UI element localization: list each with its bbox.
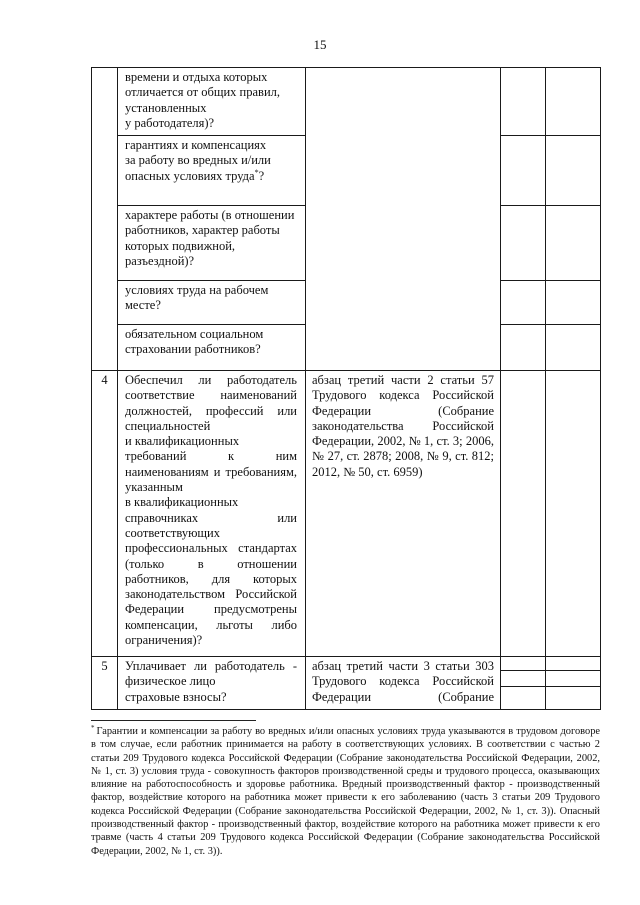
text-line: условиях труда на рабочем [125, 283, 269, 297]
subquestion [118, 281, 305, 325]
reference-cell [306, 68, 501, 371]
question-cell [118, 657, 306, 710]
text-line: страховые взносы? [125, 689, 227, 704]
text-line: указанным [125, 480, 183, 495]
table-row [92, 657, 601, 710]
text-line: профессиональных стандартах [125, 541, 297, 556]
text-line: Обеспечил ли работодатель [125, 373, 297, 387]
footnote-text: Гарантии и компенсации за работу во вредных и/или опасных условиях труда указываются в трудовом договоре в том случае, если работник принимается на работу в соответствующих условиях. В соответствии с частью 2 статьи 209 Трудового кодекса Российской Федерации (Собрание законодательства Российской Федерации, 2002, № 1, ст. 3) условия труда - совокупность факторов производственной среды и трудового процесса, оказывающих влияние на работоспособность и здоровье работника. Вредный производственный фактор - производственный фактор, воздействие которого на работника может привести к его заболеванию (часть 3 статьи 209 Трудового кодекса Российской Федерации (Собрание законодательства Российской Федерации, 2002, № 1, ст. 3)). Опасный производственный фактор - производственный фактор, воздействие которого на работника может привести к его травме (часть 4 статьи 209 Трудового кодекса Российской Федерации (Собрание законодательства Российской Федерации, 2002, № 1, ст. 3)). [91, 726, 600, 857]
answer-cell[interactable] [501, 371, 546, 657]
table-row [92, 371, 601, 657]
legal-reference: абзац третий части 3 статьи 303 Трудового кодекса Российской Федерации (Собрание [312, 659, 494, 704]
text-line: соответствующих [125, 525, 220, 540]
answer-cell[interactable] [546, 657, 601, 710]
text-line: компенсации, льготы либо [125, 617, 297, 632]
text-line: Уплачивает ли работодатель - [125, 659, 297, 673]
subquestion-list [118, 68, 305, 370]
row-number-cell [92, 68, 118, 371]
answer-cell[interactable] [501, 657, 546, 710]
answer-cell[interactable] [501, 68, 546, 371]
question-text [118, 657, 305, 707]
footnote-mark: * [91, 723, 95, 732]
footnote [91, 725, 600, 858]
text-fragment: ? [258, 168, 265, 183]
text-line: законодательством Российской [125, 587, 297, 602]
text-line: должностей, профессий или [125, 403, 297, 418]
subquestion [118, 325, 305, 370]
row-number: 5 [101, 659, 108, 673]
question-cell [118, 68, 306, 371]
text-line: справочниках или [125, 510, 297, 525]
text-line: соответствие наименований [125, 388, 297, 403]
row-number: 4 [101, 373, 108, 387]
text-line: в квалификационных [125, 495, 239, 510]
text-line: которых подвижной, [125, 238, 236, 253]
reference-cell [306, 657, 501, 710]
table-row [92, 68, 601, 371]
subquestion [118, 68, 305, 136]
text-line: работников, для которых [125, 571, 297, 586]
text-line: и квалификационных [125, 434, 240, 449]
text-line: страховании работников? [125, 342, 261, 357]
text-line: гарантиях и компенсациях [125, 138, 267, 152]
text-line: специальностей [125, 418, 211, 433]
text-line: ограничения)? [125, 633, 203, 648]
text-line: требований к ним [125, 449, 297, 464]
text-line: Федерации предусмотрены [125, 602, 297, 617]
answer-cell[interactable] [546, 371, 601, 657]
text-line: (только в отношении [125, 556, 297, 571]
footnote-divider [91, 720, 256, 721]
question-text [118, 371, 305, 650]
checklist-table [91, 67, 601, 710]
text-line: установленных [125, 100, 207, 115]
text-line: месте? [125, 298, 161, 313]
text-line: времени и отдыха которых [125, 70, 268, 84]
legal-reference: абзац третий части 2 статьи 57 Трудового кодекса Российской Федерации (Собрание законодательства Российской Федерации, 2002, № 1, ст. 3; 2006, № 27, ст. 2878; 2008, № 9, ст. 812; 2012, № 50, ст. 6959) [312, 373, 494, 479]
page-number: 15 [313, 37, 327, 52]
footnote-reference[interactable]: * [254, 167, 259, 177]
text-line: физическое лицо [125, 674, 216, 689]
subquestion [118, 136, 305, 206]
text-line: за работу во вредных и/или [125, 153, 271, 168]
subquestion [118, 206, 305, 281]
text-line: наименованиям и требованиям, [125, 464, 297, 479]
text-line: обязательном социальном [125, 327, 264, 341]
text-line: у работодателя)? [125, 115, 215, 130]
answer-cell[interactable] [546, 68, 601, 371]
text-line: работников, характер работы [125, 223, 280, 238]
question-cell [118, 371, 306, 657]
text-fragment: опасных условиях труда [125, 168, 255, 183]
text-line: отличается от общих правил, [125, 85, 280, 100]
row-number-cell [92, 657, 118, 710]
text-line: разъездной)? [125, 253, 195, 268]
row-number-cell [92, 371, 118, 657]
text-line: характере работы (в отношении [125, 208, 295, 222]
reference-cell [306, 371, 501, 657]
text-line [125, 169, 297, 184]
